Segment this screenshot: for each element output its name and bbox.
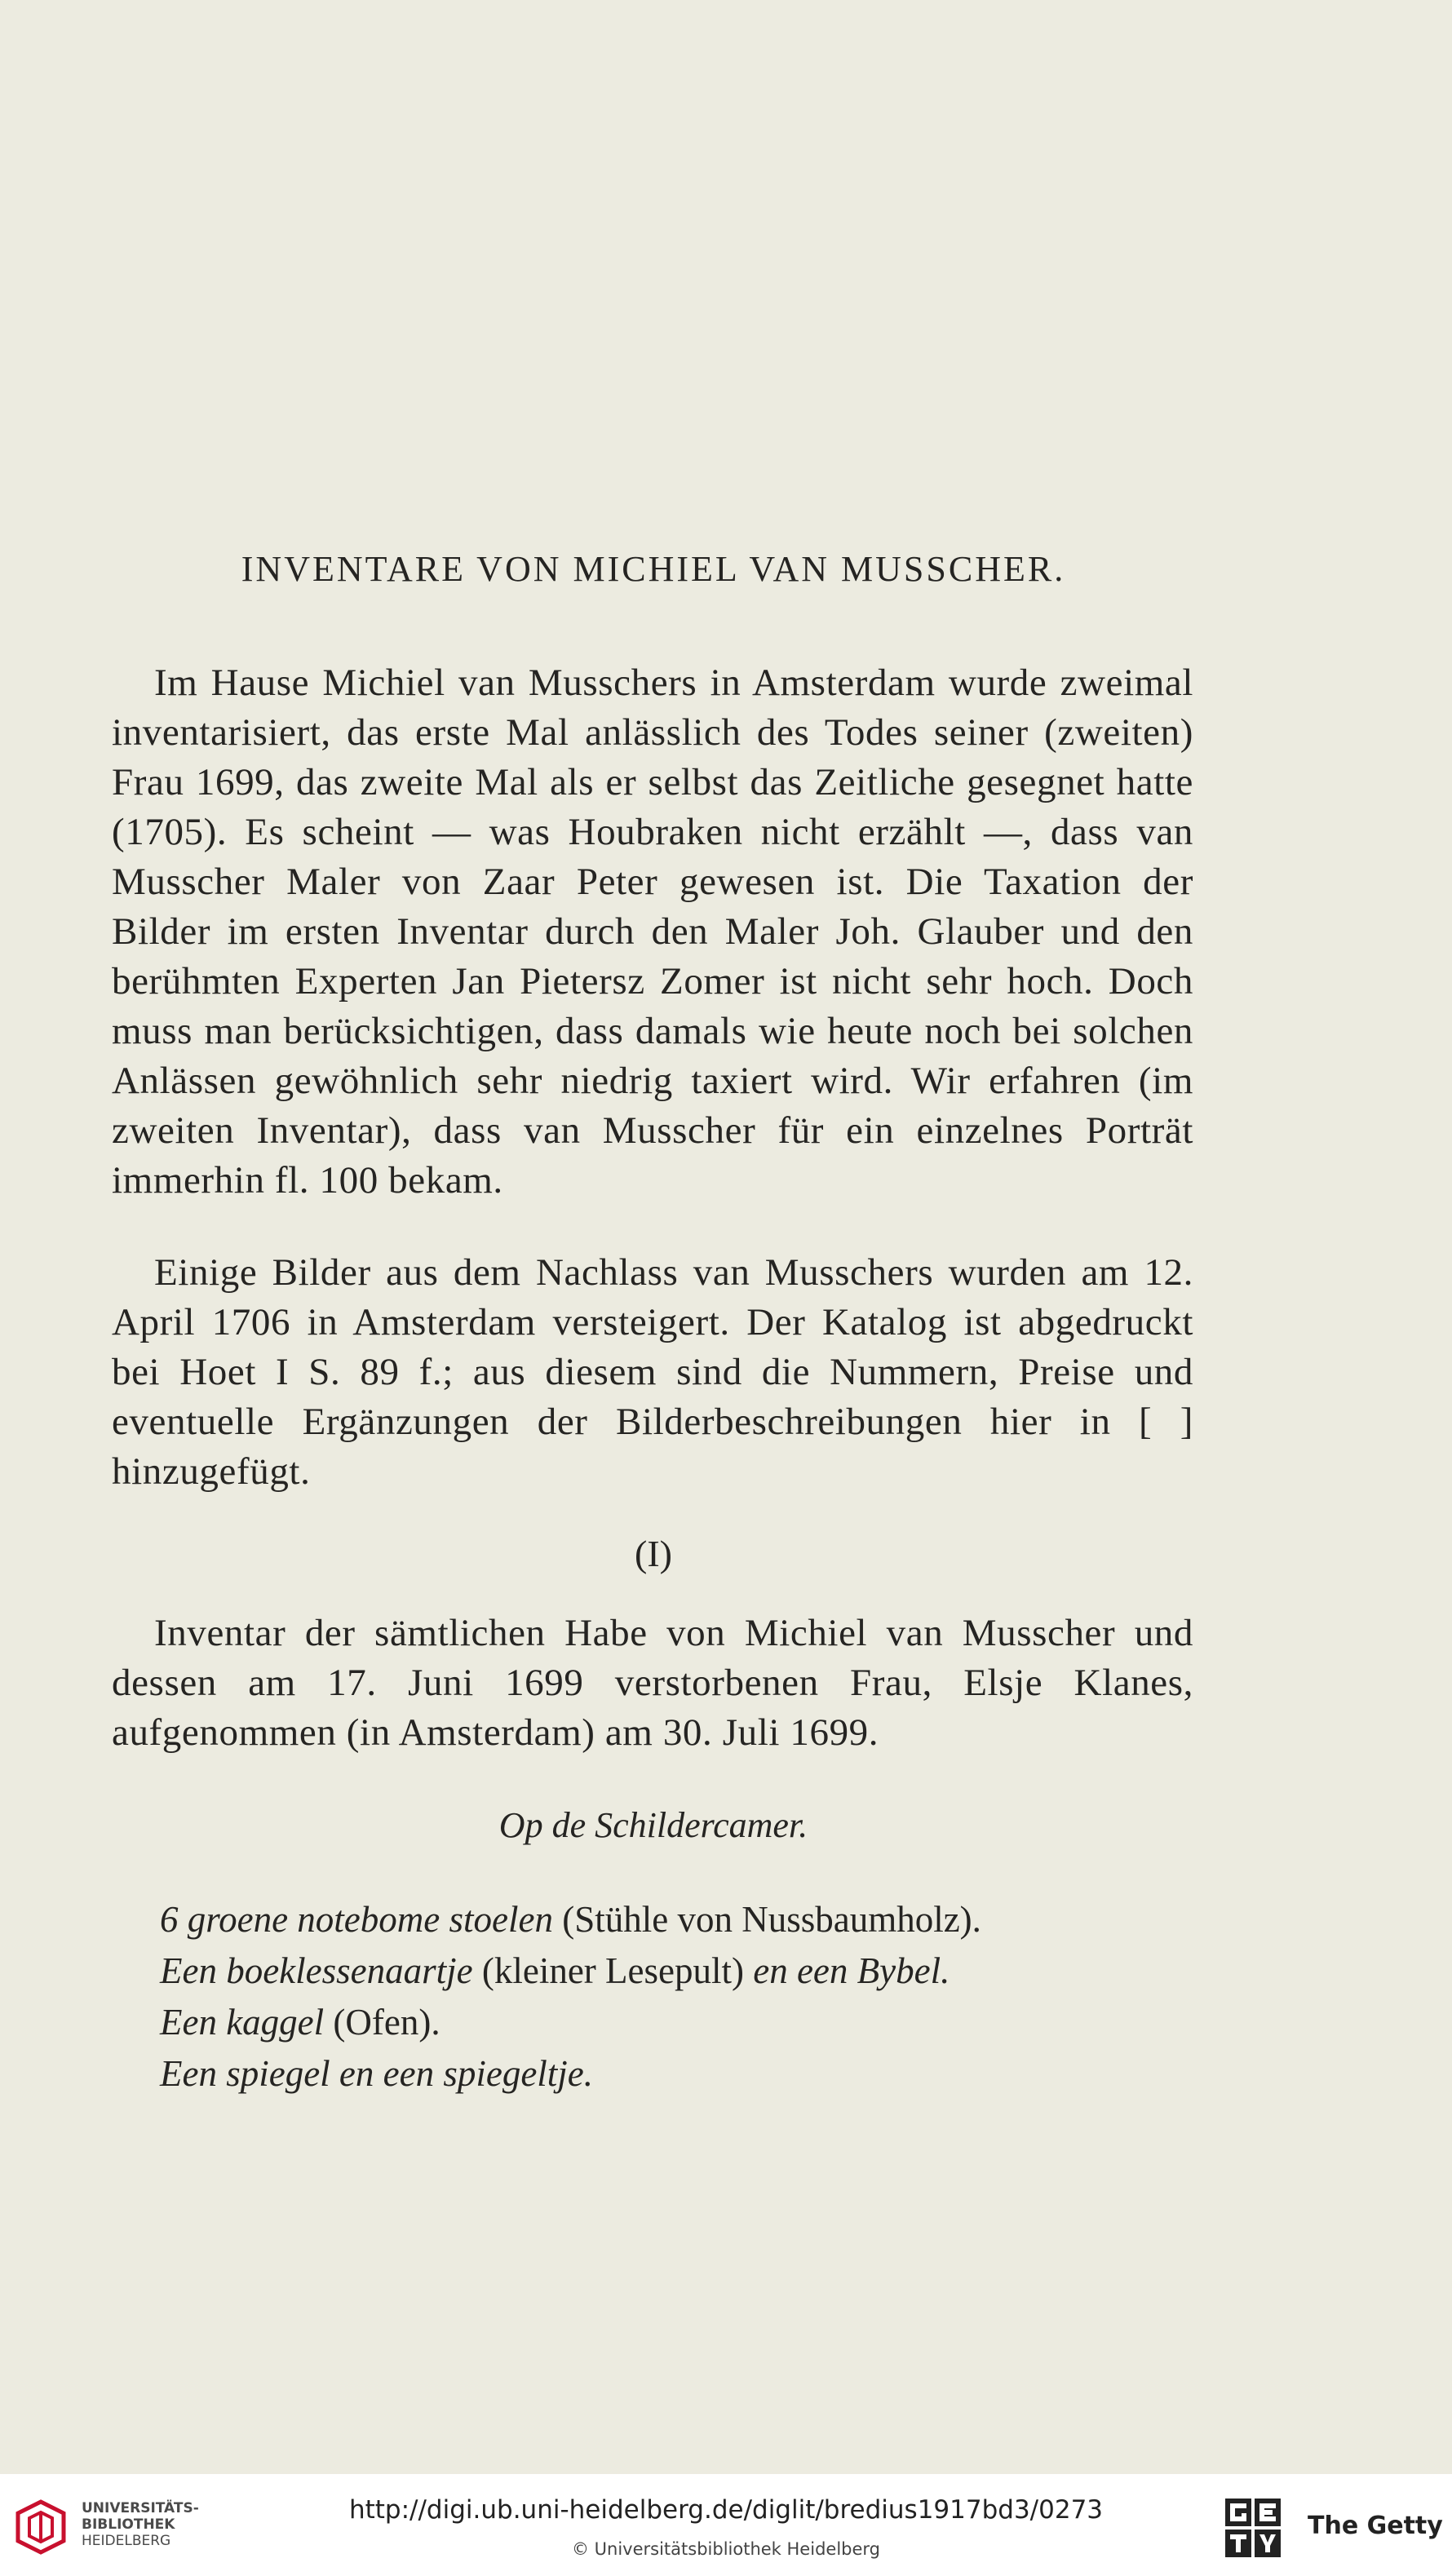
item-german: (kleiner Lesepult): [472, 1950, 754, 1991]
section-intro-text: Inventar der sämtlichen Habe von Michiel van Musscher und dessen am 17. Juni 1699 verstorbenen Frau, Elsje Klanes, aufgenommen (in Amsterdam) am 30. Juli 1699.: [112, 1612, 1193, 1754]
body-paragraph-1: [112, 658, 1193, 1206]
copyright-notice: © Universitätsbibliothek Heidelberg: [571, 2539, 880, 2559]
list-item: [160, 1945, 1220, 1997]
item-german: (Ofen).: [324, 2002, 440, 2043]
body-paragraph-2: [112, 1248, 1193, 1497]
item-dutch: 6 groene notebome stoelen: [160, 1899, 553, 1940]
section-number: (I): [635, 1533, 672, 1574]
partner-name: The Getty: [1308, 2512, 1443, 2540]
library-name-line: HEIDELBERG: [82, 2533, 171, 2549]
paragraph-text: Im Hause Michiel van Musschers in Amsterdam wurde zweimal inventarisiert, das erste Mal anlässlich des Todes seiner (zweiten) Frau 1699, das zweite Mal als er selbst das Zeitliche gesegnet hatte (1705). Es scheint — was Houbraken nicht erzählt —, dass van Musscher Maler von Zaar Peter gewesen ist. Die Taxation der Bilder im ersten Inventar durch den Maler Joh. Glauber und den berühmten Experten Jan Pietersz Zomer ist nicht sehr hoch. Doch muss man berücksichtigen, dass damals wie heute noch bei solchen Anlässen gewöhnlich sehr niedrig taxiert wird. Wir erfahren (im zweiten Inventar), dass van Musscher für ein einzelnes Porträt immerhin fl. 100 bekam.: [112, 662, 1193, 1202]
item-dutch: Een boeklessenaartje: [160, 1950, 473, 1991]
list-item: [160, 1997, 1220, 2048]
inventory-list: [160, 1894, 1220, 2100]
viewer-footer: [0, 2474, 1452, 2576]
room-heading: Op de Schildercamer.: [498, 1805, 808, 1845]
library-name-line: BIBLIOTHEK: [82, 2516, 175, 2533]
list-item: [160, 2048, 1220, 2100]
item-dutch-continued: en een Bybel.: [753, 1950, 950, 1991]
list-item: [160, 1894, 1220, 1945]
getty-logo-icon: [1224, 2497, 1282, 2559]
library-name-line: UNIVERSITÄTS-: [82, 2500, 199, 2516]
item-dutch: Een spiegel en een spiegeltje.: [160, 2053, 594, 2094]
paragraph-text: Einige Bilder aus dem Nachlass van Musschers wurden am 12. April 1706 in Amsterdam versteigert. Der Katalog ist abgedruckt bei Hoet I S. 89 f.; aus diesem sind die Nummern, Preise und eventuelle Ergänzungen der Bilderbeschreibungen hier in [ ] hinzugefügt.: [112, 1251, 1193, 1493]
page-title: INVENTARE VON MICHIEL VAN MUSSCHER.: [241, 549, 1066, 589]
item-dutch: Een kaggel: [160, 2002, 325, 2043]
section-intro: [112, 1609, 1193, 1758]
permalink-url[interactable]: http://digi.ub.uni-heidelberg.de/diglit/bredius1917bd3/0273: [348, 2495, 1104, 2525]
item-german: (Stühle von Nussbaumholz).: [552, 1899, 981, 1940]
